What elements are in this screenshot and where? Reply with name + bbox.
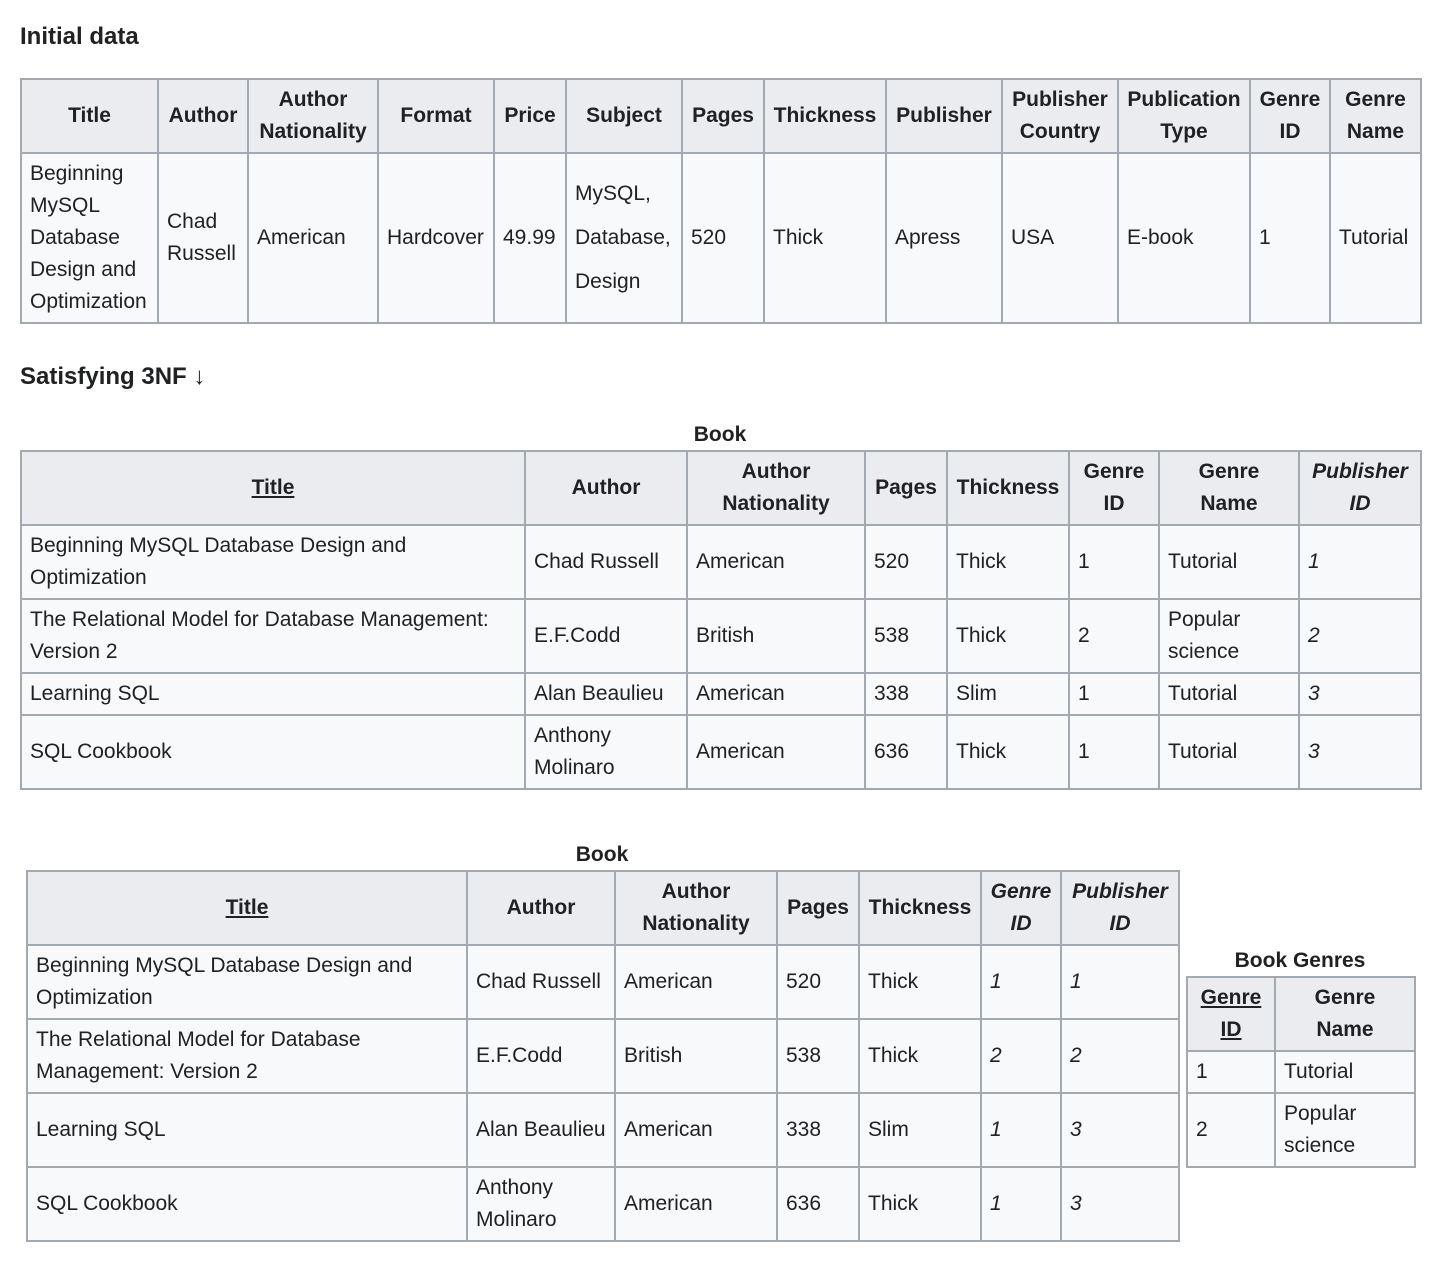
cell-author: Chad Russell	[525, 525, 687, 599]
header-thickness: Thickness	[859, 871, 981, 945]
header-pages: Pages	[682, 79, 764, 153]
cell-thickness: Slim	[947, 673, 1069, 715]
header-author: Author	[525, 451, 687, 525]
cell-title: The Relational Model for Database Management: Version 2	[27, 1019, 467, 1093]
header-publication-type: Publication Type	[1118, 79, 1250, 153]
cell-genre-id: 2	[981, 1019, 1061, 1093]
cell-publisher-id: 2	[1299, 599, 1421, 673]
header-genre-id: Genre ID	[1250, 79, 1330, 153]
header-publisher-country: Publisher Country	[1002, 79, 1118, 153]
cell-title: The Relational Model for Database Management: Version 2	[21, 599, 525, 673]
cell-pages: 520	[865, 525, 947, 599]
book-table-caption: Book	[693, 423, 747, 446]
cell-publisher-id: 3	[1299, 673, 1421, 715]
cell-publisher-country: USA	[1002, 153, 1118, 323]
header-publisher: Publisher	[886, 79, 1002, 153]
table-row	[27, 1019, 1179, 1093]
table-row	[21, 715, 1421, 789]
cell-author: E.F.Codd	[467, 1019, 615, 1093]
cell-author-nationality: American	[248, 153, 378, 323]
cell-author: Chad Russell	[158, 153, 248, 323]
cell-author-nationality: British	[615, 1019, 777, 1093]
cell-genre-name: Popular science	[1159, 599, 1299, 673]
cell-genre-id: 1	[1187, 1051, 1275, 1093]
table-row	[27, 945, 1179, 1019]
cell-author: Anthony Molinaro	[525, 715, 687, 789]
cell-genre-name: Tutorial	[1330, 153, 1421, 323]
header-pages: Pages	[777, 871, 859, 945]
cell-subject: MySQL, Database, Design	[566, 153, 682, 323]
header-format: Format	[378, 79, 494, 153]
cell-thickness: Thick	[859, 945, 981, 1019]
book-table-2-caption: Book	[575, 843, 629, 866]
cell-format: Hardcover	[378, 153, 494, 323]
header-author-nationality: Author Nationality	[248, 79, 378, 153]
cell-author-nationality: American	[615, 1167, 777, 1241]
cell-thickness: Thick	[859, 1167, 981, 1241]
header-title: Title	[27, 871, 467, 945]
cell-genre-name: Tutorial	[1159, 525, 1299, 599]
book-genres-table	[1186, 976, 1416, 1168]
cell-genre-id: 1	[1069, 673, 1159, 715]
cell-author-nationality: American	[615, 1093, 777, 1167]
header-author-nationality: Author Nationality	[615, 871, 777, 945]
cell-author: Anthony Molinaro	[467, 1167, 615, 1241]
cell-pages: 520	[682, 153, 764, 323]
cell-author-nationality: American	[687, 525, 865, 599]
header-thickness: Thickness	[947, 451, 1069, 525]
cell-thickness: Thick	[947, 715, 1069, 789]
cell-genre-name: Popular science	[1275, 1093, 1415, 1167]
cell-author: Alan Beaulieu	[525, 673, 687, 715]
3nf-heading: Satisfying 3NF ↓	[20, 363, 206, 390]
cell-price: 49.99	[494, 153, 566, 323]
cell-genre-name: Tutorial	[1159, 715, 1299, 789]
cell-genre-name: Tutorial	[1275, 1051, 1415, 1093]
cell-genre-id: 1	[981, 1093, 1061, 1167]
cell-pages: 338	[865, 673, 947, 715]
cell-author-nationality: American	[687, 673, 865, 715]
header-genre-name: Genre Name	[1275, 977, 1415, 1051]
cell-pages: 520	[777, 945, 859, 1019]
table-row	[21, 525, 1421, 599]
cell-genre-id: 2	[1187, 1093, 1275, 1167]
cell-thickness: Thick	[764, 153, 886, 323]
header-title: Title	[21, 79, 158, 153]
cell-genre-id: 2	[1069, 599, 1159, 673]
cell-title: Learning SQL	[21, 673, 525, 715]
header-thickness: Thickness	[764, 79, 886, 153]
header-subject: Subject	[566, 79, 682, 153]
header-author-nationality: Author Nationality	[687, 451, 865, 525]
cell-thickness: Thick	[859, 1019, 981, 1093]
cell-genre-name: Tutorial	[1159, 673, 1299, 715]
cell-genre-id: 1	[981, 945, 1061, 1019]
cell-pages: 636	[865, 715, 947, 789]
cell-publisher-id: 3	[1061, 1093, 1179, 1167]
table-row	[1187, 1093, 1415, 1167]
table-row	[21, 153, 1421, 323]
header-author: Author	[158, 79, 248, 153]
cell-title: Beginning MySQL Database Design and Optimization	[21, 525, 525, 599]
table-row	[27, 1167, 1179, 1241]
cell-publisher-id: 2	[1061, 1019, 1179, 1093]
cell-author-nationality: American	[687, 715, 865, 789]
cell-author: Alan Beaulieu	[467, 1093, 615, 1167]
cell-author: Chad Russell	[467, 945, 615, 1019]
cell-title: Beginning MySQL Database Design and Optimization	[27, 945, 467, 1019]
cell-thickness: Slim	[859, 1093, 981, 1167]
header-genre-name: Genre Name	[1330, 79, 1421, 153]
book-table-2	[26, 870, 1180, 1242]
cell-pages: 636	[777, 1167, 859, 1241]
table-row	[27, 1093, 1179, 1167]
header-publisher-id: Publisher ID	[1061, 871, 1179, 945]
header-pages: Pages	[865, 451, 947, 525]
cell-author-nationality: American	[615, 945, 777, 1019]
cell-pages: 538	[777, 1019, 859, 1093]
header-price: Price	[494, 79, 566, 153]
book-table	[20, 450, 1422, 790]
cell-genre-id: 1	[981, 1167, 1061, 1241]
cell-publisher-id: 3	[1061, 1167, 1179, 1241]
header-genre-id: Genre ID	[1069, 451, 1159, 525]
cell-genre-id: 1	[1069, 525, 1159, 599]
cell-pages: 338	[777, 1093, 859, 1167]
cell-genre-id: 1	[1069, 715, 1159, 789]
cell-genre-id: 1	[1250, 153, 1330, 323]
cell-publication-type: E-book	[1118, 153, 1250, 323]
table-row	[21, 599, 1421, 673]
cell-title: Beginning MySQL Database Design and Optimization	[21, 153, 158, 323]
cell-author-nationality: British	[687, 599, 865, 673]
cell-publisher-id: 1	[1299, 525, 1421, 599]
cell-publisher-id: 3	[1299, 715, 1421, 789]
cell-publisher: Apress	[886, 153, 1002, 323]
cell-thickness: Thick	[947, 525, 1069, 599]
cell-title: SQL Cookbook	[21, 715, 525, 789]
header-genre-id: Genre ID	[1187, 977, 1275, 1051]
cell-thickness: Thick	[947, 599, 1069, 673]
header-title: Title	[21, 451, 525, 525]
book-genres-caption: Book Genres	[1234, 949, 1366, 972]
header-publisher-id: Publisher ID	[1299, 451, 1421, 525]
header-genre-id: Genre ID	[981, 871, 1061, 945]
header-author: Author	[467, 871, 615, 945]
initial-data-heading: Initial data	[20, 23, 139, 50]
table-row	[21, 673, 1421, 715]
cell-author: E.F.Codd	[525, 599, 687, 673]
header-genre-name: Genre Name	[1159, 451, 1299, 525]
cell-title: SQL Cookbook	[27, 1167, 467, 1241]
cell-publisher-id: 1	[1061, 945, 1179, 1019]
table-row	[1187, 1051, 1415, 1093]
cell-title: Learning SQL	[27, 1093, 467, 1167]
cell-pages: 538	[865, 599, 947, 673]
initial-data-table	[20, 78, 1422, 324]
